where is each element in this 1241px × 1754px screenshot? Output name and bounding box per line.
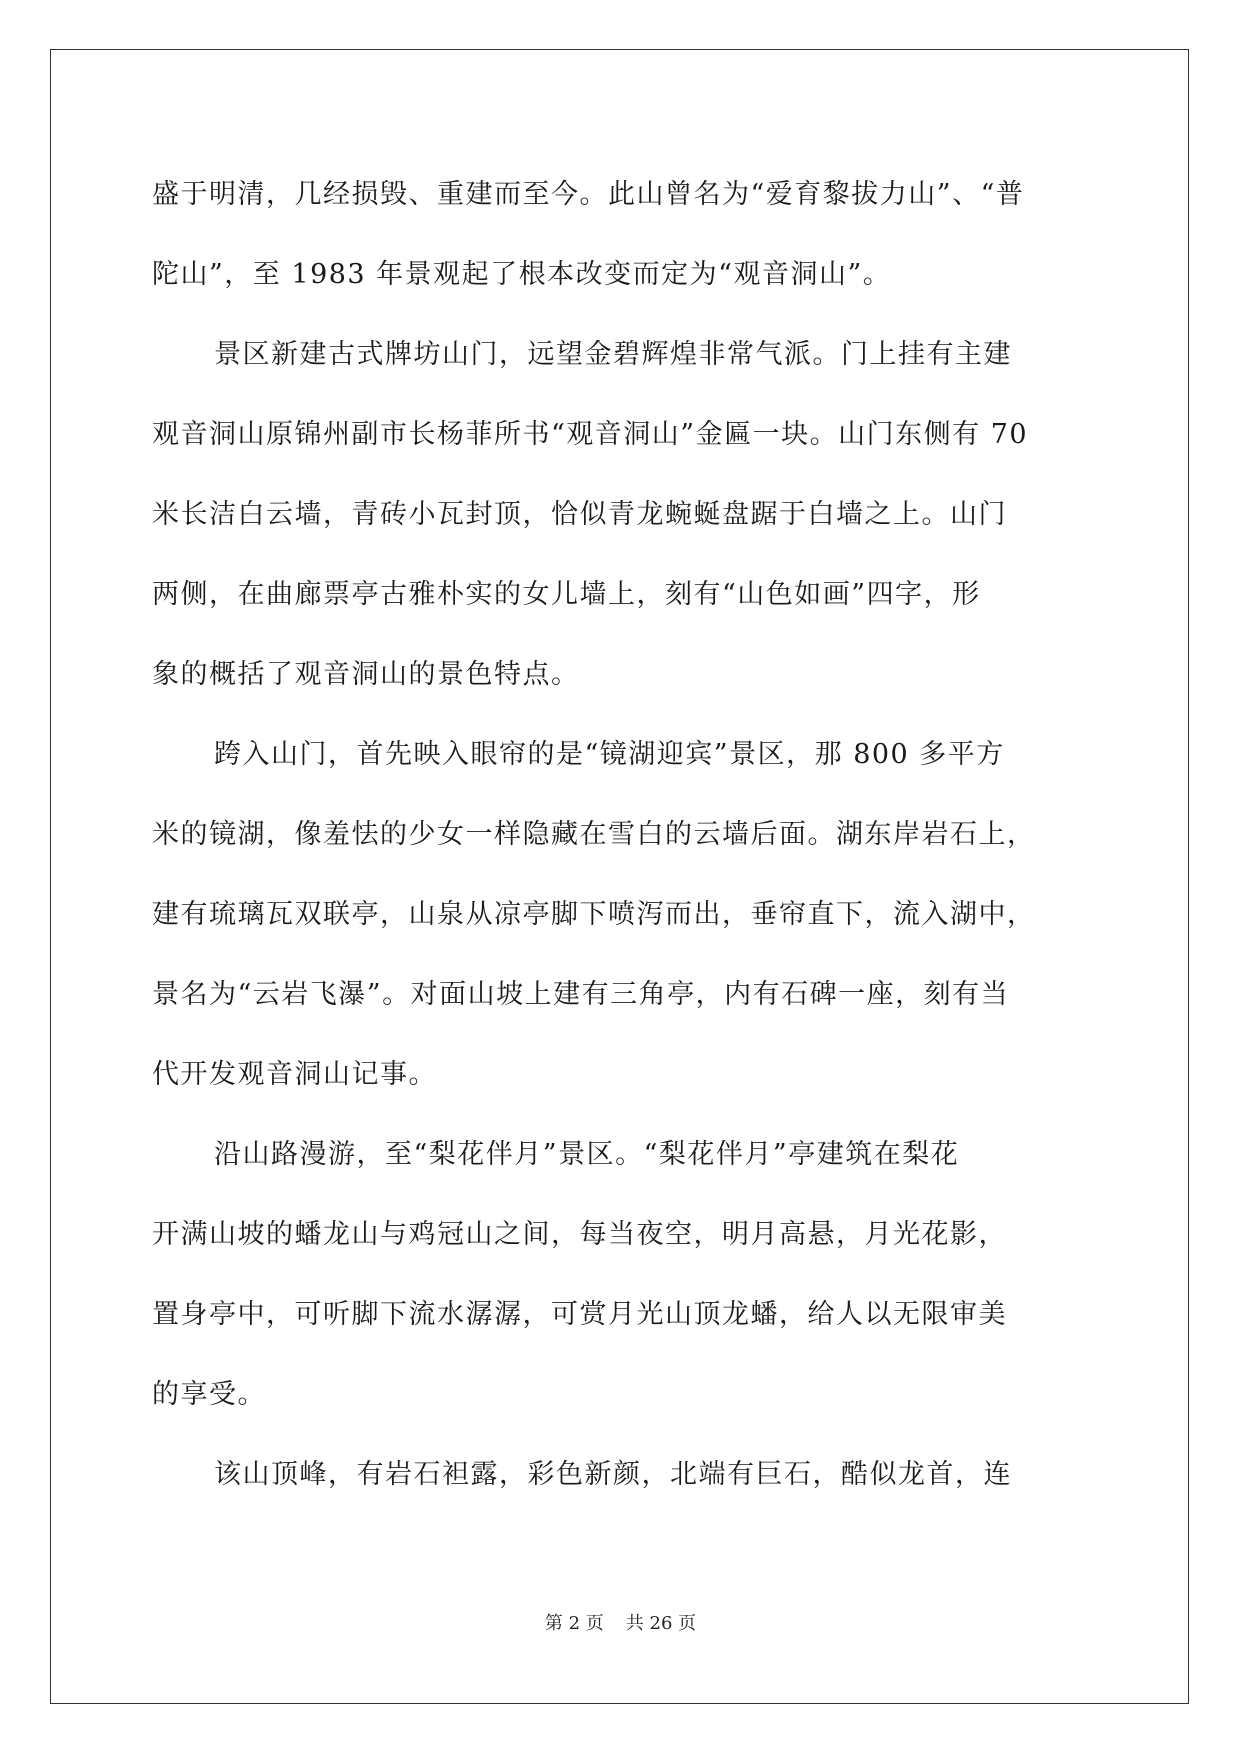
document-body (152, 155, 1112, 1515)
text-line-12: 代开发观音洞山记事。 (152, 1059, 437, 1090)
text-line-4: 观音洞山原锦州副市长杨菲所书“观音洞山”金匾一块。山门东侧有 70 (152, 419, 1029, 450)
text-line-1: 盛于明清，几经损毁、重建而至今。此山曾名为“爱育黎拔力山”、“普 (152, 179, 1025, 210)
text-line-3: 景区新建古式牌坊山门，远望金碧辉煌非常气派。门上挂有主建 (214, 339, 1012, 370)
text-line-7: 象的概括了观音洞山的景色特点。 (152, 659, 580, 690)
text-line-6: 两侧，在曲廊票亭古雅朴实的女儿墙上，刻有“山色如画”四字，形 (152, 579, 981, 610)
text-line-8: 跨入山门，首先映入眼帘的是“镜湖迎宾”景区，那 800 多平方 (214, 739, 1005, 770)
text-line-16: 的享受。 (152, 1379, 266, 1410)
text-line-17: 该山顶峰，有岩石袒露，彩色新颜，北端有巨石，酷似龙首，连 (214, 1459, 1012, 1490)
text-line-10: 建有琉璃瓦双联亭，山泉从凉亭脚下喷泻而出，垂帘直下，流入湖中， (152, 899, 1036, 930)
page-footer (0, 1609, 1241, 1635)
text-line-9: 米的镜湖，像羞怯的少女一样隐藏在雪白的云墙后面。湖东岸岩石上， (152, 819, 1036, 850)
text-line-15: 置身亭中，可听脚下流水潺潺，可赏月光山顶龙蟠，给人以无限审美 (152, 1299, 1007, 1330)
text-line-14: 开满山坡的蟠龙山与鸡冠山之间，每当夜空，明月高悬，月光花影， (152, 1219, 1007, 1250)
text-line-5: 米长洁白云墙，青砖小瓦封顶，恰似青龙蜿蜒盘踞于白墙之上。山门 (152, 499, 1007, 530)
total-pages: 共 26 页 (625, 1613, 697, 1634)
page-number: 第 2 页 (544, 1613, 604, 1634)
text-line-13: 沿山路漫游，至“梨花伴月”景区。“梨花伴月”亭建筑在梨花 (214, 1139, 960, 1170)
text-line-2: 陀山”，至 1983 年景观起了根本改变而定为“观音洞山”。 (152, 259, 892, 290)
text-line-11: 景名为“云岩飞瀑”。对面山坡上建有三角亭，内有石碑一座，刻有当 (152, 979, 1010, 1010)
